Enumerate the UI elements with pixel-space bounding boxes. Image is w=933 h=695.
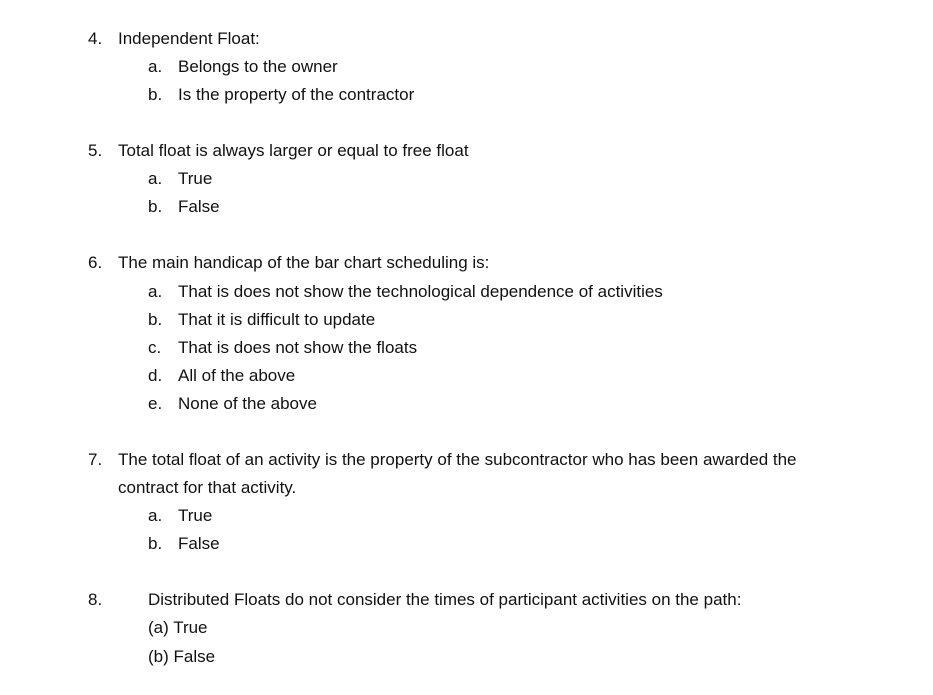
question-text: The main handicap of the bar chart scheduling is:: [118, 253, 490, 272]
option-label: b.: [148, 85, 163, 104]
option-text: (b) False: [148, 647, 216, 666]
question-text: Total float is always larger or equal to free float: [118, 141, 469, 160]
option-label: b.: [148, 534, 163, 553]
option-label: b.: [148, 197, 163, 216]
option-text: That is does not show the technological dependence of activities: [178, 282, 663, 301]
question-text-line-2: contract for that activity.: [118, 478, 297, 497]
option-text: False: [178, 197, 220, 216]
question-number: 5.: [88, 141, 103, 160]
question-number: 7.: [88, 450, 103, 469]
question-text: Independent Float:: [118, 29, 260, 48]
option-text: False: [178, 534, 220, 553]
option-text: That is does not show the floats: [178, 338, 418, 357]
option-text: (a) True: [148, 618, 208, 637]
option-text: All of the above: [178, 366, 296, 385]
question-number: 6.: [88, 253, 103, 272]
option-label: a.: [148, 169, 163, 188]
option-label: e.: [148, 394, 163, 413]
question-number: 4.: [88, 29, 103, 48]
option-label: c.: [148, 338, 162, 357]
question-text-line-1: The total float of an activity is the property of the subcontractor who has been awarded the: [118, 450, 797, 469]
option-text: True: [178, 169, 213, 188]
option-label: d.: [148, 366, 163, 385]
option-text: Belongs to the owner: [178, 57, 338, 76]
option-text: Is the property of the contractor: [178, 85, 415, 104]
option-label: a.: [148, 282, 163, 301]
option-text: True: [178, 506, 213, 525]
question-text: Distributed Floats do not consider the times of participant activities on the path:: [148, 590, 742, 609]
option-label: b.: [148, 310, 163, 329]
option-label: a.: [148, 57, 163, 76]
option-label: a.: [148, 506, 163, 525]
option-text: That it is difficult to update: [178, 310, 376, 329]
question-number: 8.: [88, 590, 103, 609]
option-text: None of the above: [178, 394, 317, 413]
